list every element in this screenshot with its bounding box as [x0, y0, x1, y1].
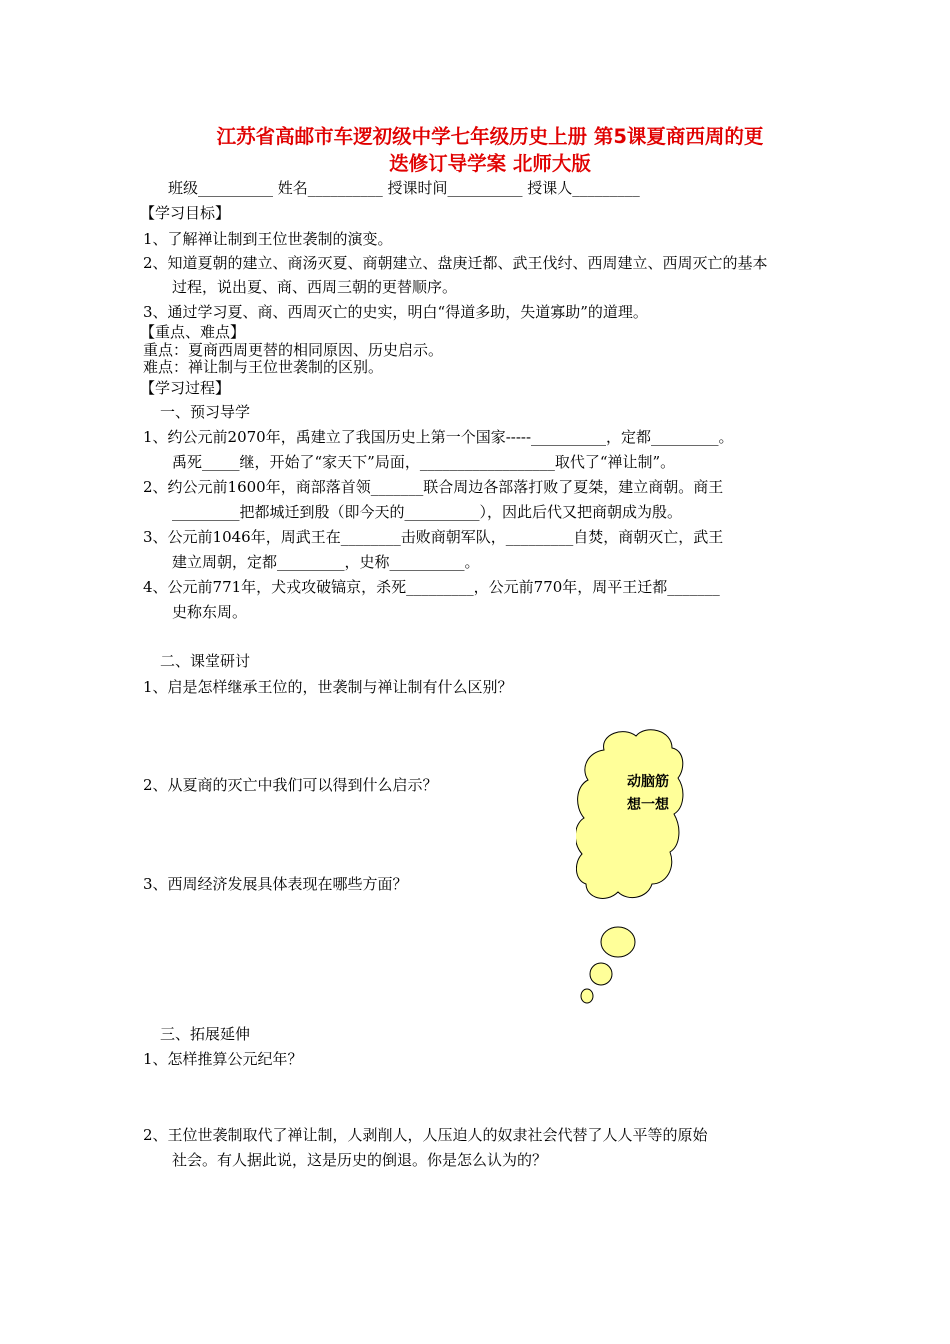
section-2-heading: 二、课堂研讨	[160, 652, 251, 670]
goal-item-1: 1、了解禅让制到王位世袭制的演变。	[143, 230, 393, 248]
extension-question-1: 1、怎样推算公元纪年？	[143, 1050, 303, 1068]
question-3-line-2: 建立周朝，定都_________，史称__________。	[172, 553, 480, 571]
discussion-question-2: 2、从夏商的灭亡中我们可以得到什么启示？	[143, 776, 438, 794]
thought-bubble-large	[601, 927, 635, 957]
question-2-line-1: 2、约公元前1600年，商部落首领_______联合周边各部落打败了夏桀，建立商朝。商王	[143, 478, 724, 496]
question-4-line-1: 4、公元前771年，犬戎攻破镐京，杀死_________，公元前770年，周平王迁都_______	[143, 578, 720, 596]
difficult-point: 难点：禅让制与王位世袭制的区别。	[143, 358, 384, 376]
section-1-heading: 一、预习导学	[160, 403, 251, 421]
question-4-line-2: 史称东周。	[172, 603, 248, 621]
question-1-line-2: 禹死_____继，开始了“家天下”局面，__________________取代了“禅让制”。	[172, 453, 676, 471]
discussion-question-3: 3、西周经济发展具体表现在哪些方面？	[143, 875, 408, 893]
thought-cloud	[576, 728, 686, 1008]
question-3-line-1: 3、公元前1046年，周武王在________击败商朝军队，_________自焚，商朝灭亡，武王	[143, 528, 724, 546]
question-1-line-1: 1、约公元前2070年，禹建立了我国历史上第一个国家-----__________，定都_________。	[143, 428, 734, 446]
goal-item-3: 3、通过学习夏、商、西周灭亡的史实，明白“得道多助，失道寡助”的道理。	[143, 303, 648, 321]
key-point: 重点：夏商西周更替的相同原因、历史启示。	[143, 341, 444, 359]
discussion-question-1: 1、启是怎样继承王位的，世袭制与禅让制有什么区别？	[143, 678, 513, 696]
process-heading: 【学习过程】	[140, 379, 231, 397]
goal-item-2-line-2: 过程，说出夏、商、西周三朝的更替顺序。	[172, 278, 458, 296]
document-title-line-2: 迭修订导学案 北师大版	[389, 152, 591, 175]
document-title-line-1: 江苏省高邮市车逻初级中学七年级历史上册 第5课夏商西周的更	[216, 125, 764, 148]
extension-question-2-line-1: 2、王位世袭制取代了禅让制，人剥削人，人压迫人的奴隶社会代替了人人平等的原始	[143, 1126, 708, 1144]
info-line: 班级__________ 姓名__________ 授课时间__________ 授课人_________	[168, 179, 640, 197]
thought-cloud-text	[627, 771, 669, 817]
extension-question-2-line-2: 社会。有人据此说，这是历史的倒退。你是怎么认为的？	[172, 1151, 548, 1169]
thought-cloud-line-1: 动脑筋	[627, 774, 669, 790]
thought-cloud-line-2: 想一想	[627, 797, 669, 813]
goals-heading: 【学习目标】	[140, 204, 231, 222]
goal-item-2-line-1: 2、知道夏朝的建立、商汤灭夏、商朝建立、盘庚迁都、武王伐纣、西周建立、西周灭亡的基本	[143, 254, 768, 272]
question-2-line-2: _________把都城迁到殷（即今天的__________），因此后代又把商朝成为殷。	[172, 503, 683, 521]
key-points-heading: 【重点、难点】	[140, 323, 246, 341]
section-3-heading: 三、拓展延伸	[160, 1025, 251, 1043]
thought-bubble-small	[581, 989, 593, 1003]
thought-bubble-medium	[590, 963, 612, 985]
